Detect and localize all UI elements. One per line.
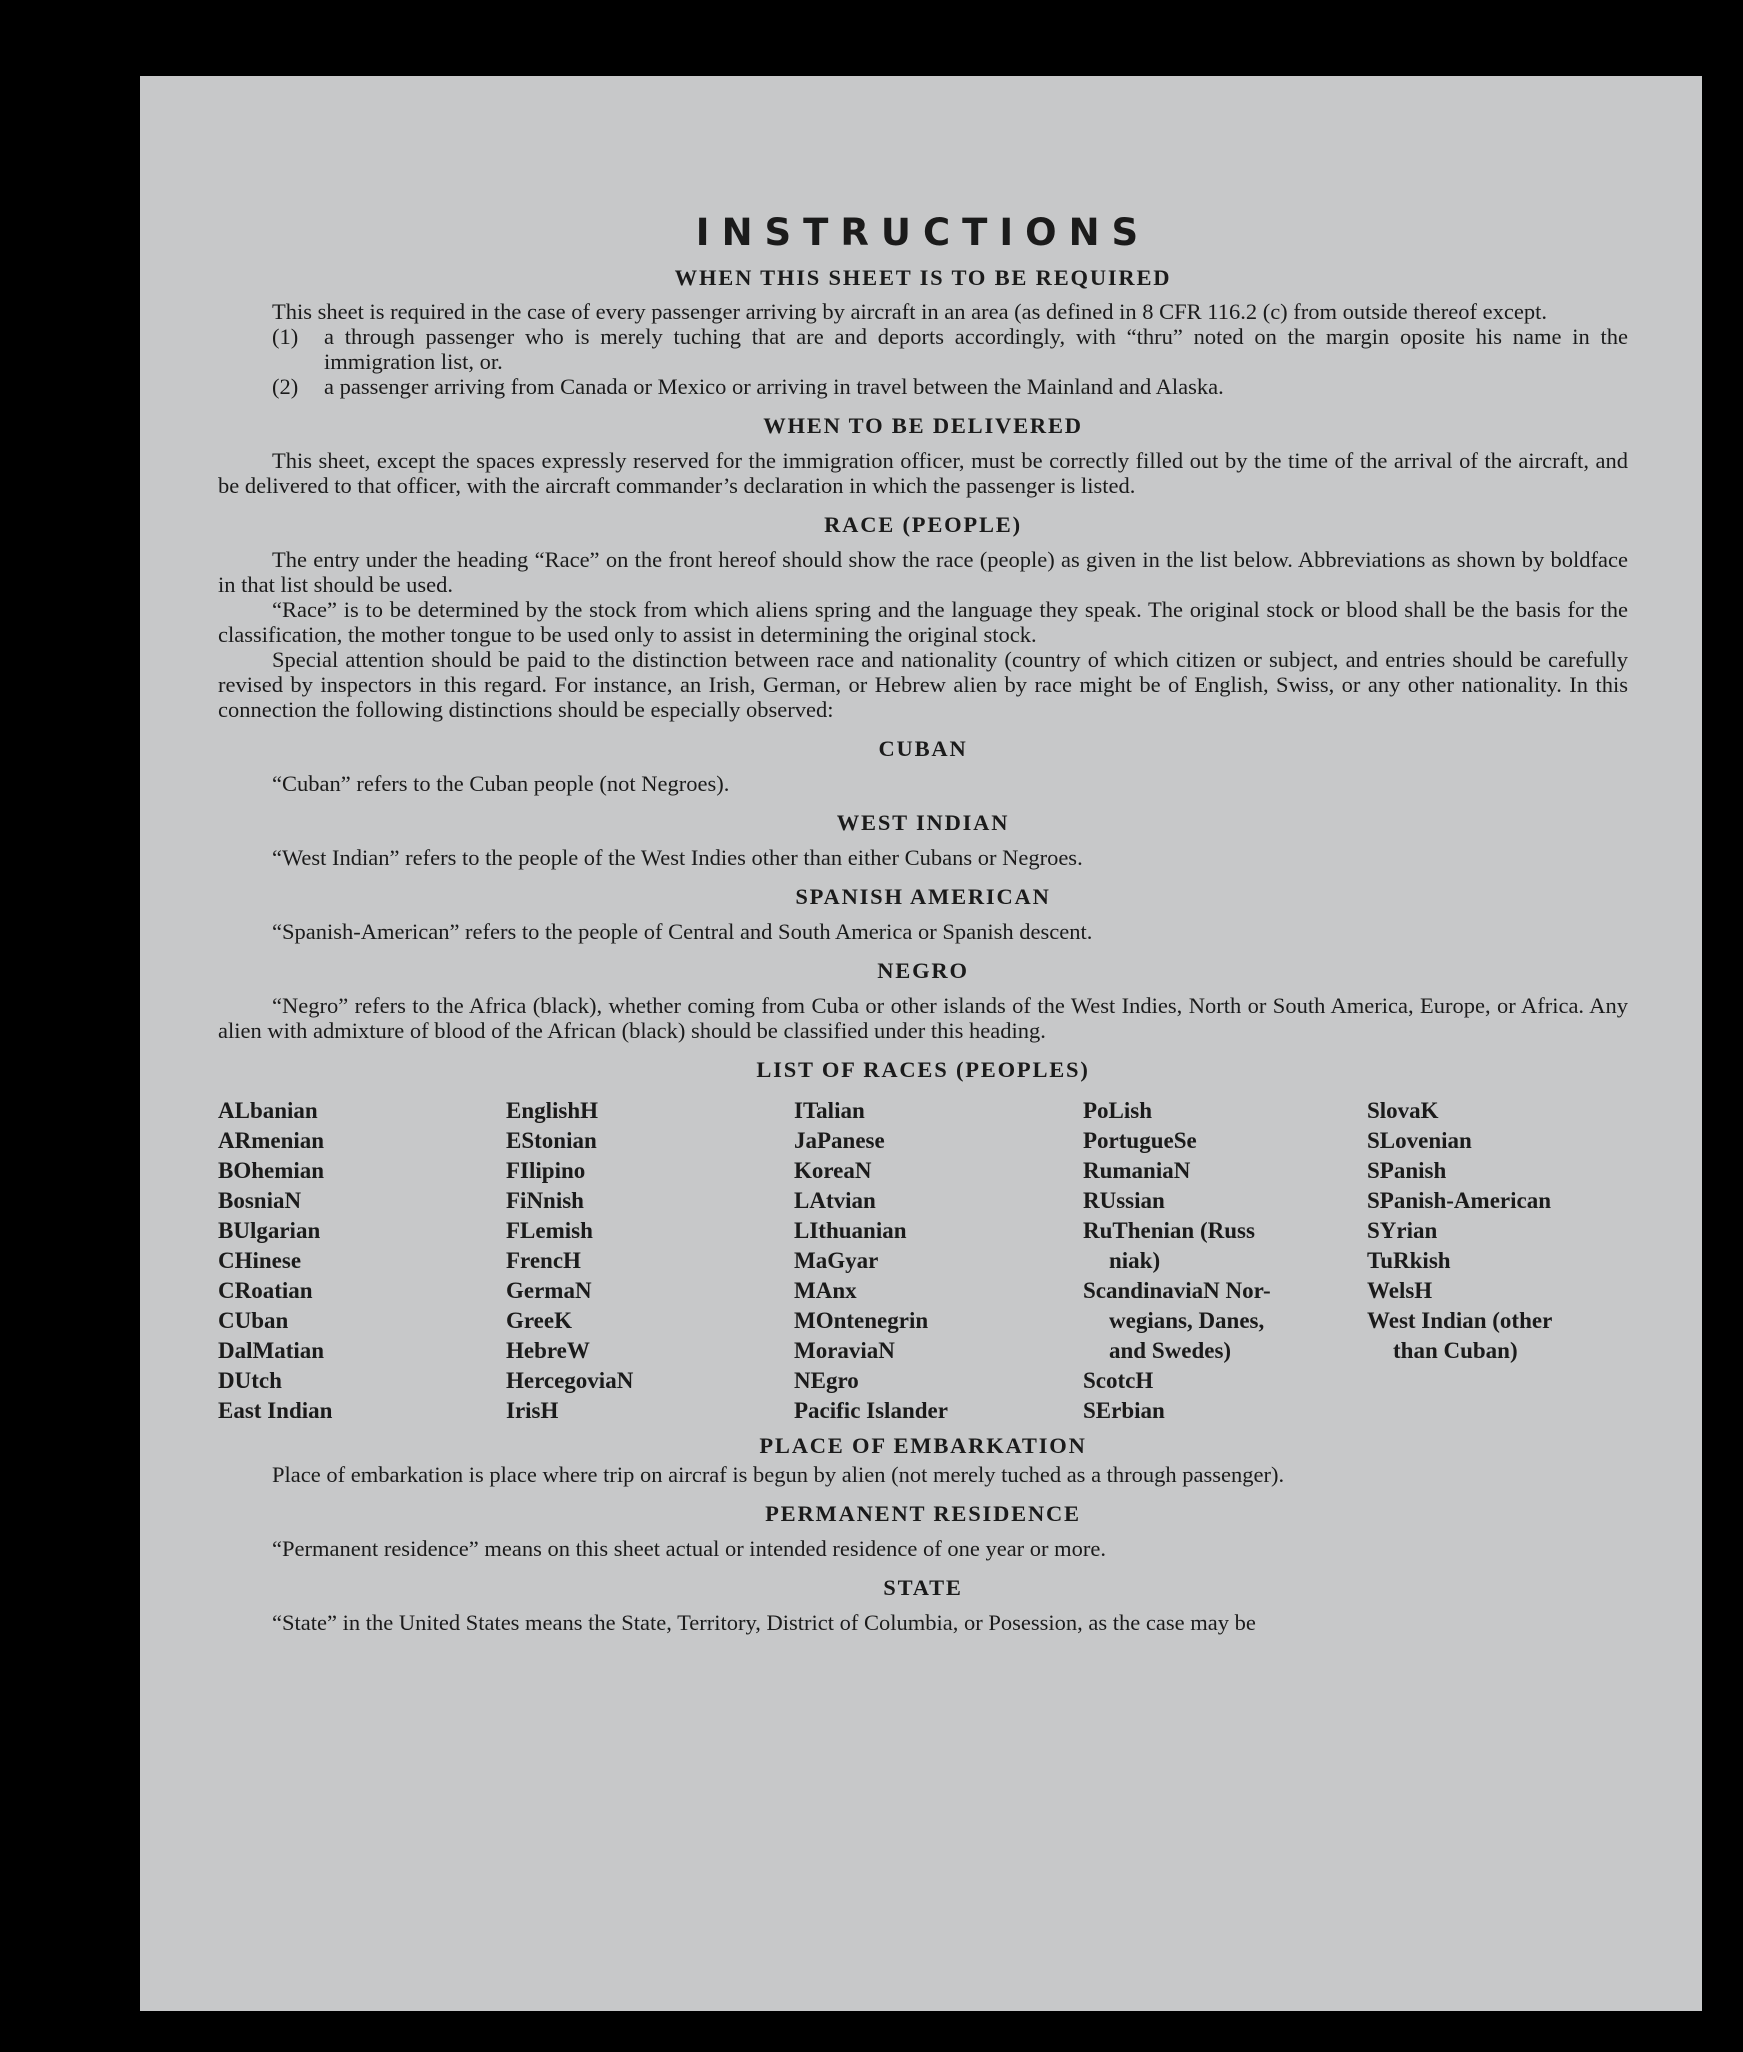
- race-entry: WelsH: [1367, 1278, 1433, 1303]
- race-entry: EStonian: [506, 1128, 597, 1153]
- race-entry: CHinese: [218, 1248, 302, 1273]
- list-item: [218, 374, 1628, 399]
- section-heading: NEGRO: [877, 958, 969, 983]
- race-entry: FrencH: [506, 1248, 581, 1273]
- race-entry: MOntenegrin: [794, 1308, 929, 1333]
- race-entry: ITalian: [794, 1098, 865, 1123]
- race-entry: SLovenian: [1367, 1128, 1472, 1153]
- race-entry: FIlipino: [506, 1158, 586, 1183]
- race-entry: FLemish: [506, 1218, 593, 1243]
- race-entry: ALbanian: [218, 1098, 318, 1123]
- race-entry: TuRkish: [1367, 1248, 1451, 1273]
- section-heading: WEST INDIAN: [836, 810, 1010, 835]
- item-text: a through passenger who is merely tuching that are and deports accordingly, with “thru” noted on the margin oposite his name in the immigration list, or.: [324, 324, 1628, 374]
- race-entry: GreeK: [506, 1308, 572, 1333]
- race-entry-continuation: wegians, Danes,: [1109, 1308, 1265, 1333]
- race-entry: IrisH: [506, 1398, 559, 1423]
- section-embarkation: [218, 1430, 1628, 1487]
- race-entry: West Indian (other: [1367, 1308, 1553, 1333]
- race-entry: RumaniaN: [1083, 1158, 1191, 1183]
- races-column: [506, 1096, 794, 1426]
- race-entry: Pacific Islander: [794, 1398, 948, 1423]
- race-entry: PoLish: [1083, 1098, 1153, 1123]
- item-number: (1): [272, 324, 299, 349]
- paragraph: “Spanish-American” refers to the people of Central and South America or Spanish descent.: [272, 919, 1093, 944]
- race-entry: LIthuanian: [794, 1218, 907, 1243]
- race-entry: SPanish-American: [1367, 1188, 1551, 1213]
- section-spanish-american: [218, 881, 1628, 944]
- list-item: [218, 324, 1628, 374]
- race-entry: East Indian: [218, 1398, 333, 1423]
- item-number: (2): [272, 374, 299, 399]
- section-permanent-residence: [218, 1498, 1628, 1561]
- paragraph: Special attention should be paid to the distinction between race and nationality (country of which citizen or subject, and entries should be carefully revised by inspectors in this regard. For instance, an Irish, German, or Hebrew alien by race might be of English, Swiss, or any other nationality. In this connection the following distinctions should be especially observed:: [218, 647, 1628, 722]
- race-entry: HebreW: [506, 1338, 590, 1363]
- race-entry: ScandinaviaN Nor-: [1083, 1278, 1271, 1303]
- race-entry: KoreaN: [794, 1158, 872, 1183]
- paragraph: “Cuban” refers to the Cuban people (not Negroes).: [272, 771, 730, 796]
- races-column: [218, 1096, 506, 1426]
- paragraph: This sheet, except the spaces expressly reserved for the immigration officer, must be correctly filled out by the time of the arrival of the aircraft, and be delivered to that officer, with the aircraft commander’s declaration in which the passenger is listed.: [218, 448, 1628, 498]
- section-heading: WHEN TO BE DELIVERED: [763, 413, 1083, 438]
- race-entry: GermaN: [506, 1278, 592, 1303]
- race-entry: MAnx: [794, 1278, 857, 1303]
- paragraph: The entry under the heading “Race” on the front hereof should show the race (people) as given in the list below. Abbreviations as shown by boldface in that list should be used.: [218, 547, 1628, 597]
- race-entry: RuThenian (Russ: [1083, 1218, 1255, 1243]
- section-heading: CUBAN: [878, 736, 968, 761]
- paragraph: This sheet is required in the case of every passenger arriving by aircraft in an area (as defined in 8 CFR 116.2 (c) from outside thereof except.: [272, 299, 1547, 324]
- section-cuban: [218, 733, 1628, 796]
- page-title: INSTRUCTIONS: [695, 211, 1151, 254]
- race-entry: MoraviaN: [794, 1338, 895, 1363]
- paragraph: “Race” is to be determined by the stock from which aliens spring and the language they speak. The original stock or blood shall be the basis for the classification, the mother tongue to be used only to assist in determining the original stock.: [218, 597, 1628, 647]
- section-heading: PLACE OF EMBARKATION: [759, 1433, 1087, 1458]
- section-list-of-races: [218, 1054, 1628, 1426]
- instructions-content: [218, 210, 1628, 1635]
- race-entry: BosniaN: [218, 1188, 302, 1213]
- race-entry-continuation: niak): [1109, 1248, 1161, 1273]
- section-state: [218, 1572, 1628, 1635]
- item-text: a passenger arriving from Canada or Mexico or arriving in travel between the Mainland and Alaska.: [324, 374, 1224, 399]
- race-entry: ARmenian: [218, 1128, 325, 1153]
- race-entry: SErbian: [1083, 1398, 1165, 1423]
- section-west-indian: [218, 807, 1628, 870]
- race-entry: CUban: [218, 1308, 289, 1333]
- race-entry: NEgro: [794, 1368, 859, 1393]
- paragraph: “Permanent residence” means on this sheet actual or intended residence of one year or more.: [272, 1536, 1107, 1561]
- paragraph: Place of embarkation is place where trip on aircraf is begun by alien (not merely tuched as a through passenger).: [272, 1462, 1285, 1487]
- section-delivered: [218, 410, 1628, 498]
- section-heading: STATE: [883, 1575, 963, 1600]
- race-entry: FiNnish: [506, 1188, 584, 1213]
- section-race: [218, 509, 1628, 722]
- section-required: [218, 262, 1628, 399]
- section-heading: RACE (PEOPLE): [824, 512, 1022, 537]
- race-entry: DalMatian: [218, 1338, 325, 1363]
- races-column: [1083, 1096, 1367, 1426]
- races-column: [794, 1096, 1083, 1426]
- race-entry: DUtch: [218, 1368, 282, 1393]
- section-heading: SPANISH AMERICAN: [795, 884, 1051, 909]
- race-entry: PortugueSe: [1083, 1128, 1197, 1153]
- section-heading: LIST OF RACES (PEOPLES): [756, 1057, 1090, 1082]
- races-column: [1367, 1096, 1627, 1426]
- race-entry-continuation: and Swedes): [1109, 1338, 1232, 1363]
- paragraph: “State” in the United States means the State, Territory, District of Columbia, or Posession, as the case may be: [272, 1610, 1256, 1635]
- document-page: [140, 76, 1702, 2011]
- race-entry: ScotcH: [1083, 1368, 1154, 1393]
- race-entry: CRoatian: [218, 1278, 313, 1303]
- paragraph: “Negro” refers to the Africa (black), whether coming from Cuba or other islands of the West Indies, North or South America, Europe, or Africa. Any alien with admixture of blood of the African (black) should be classified under this heading.: [218, 993, 1628, 1043]
- section-negro: [218, 955, 1628, 1043]
- race-entry: MaGyar: [794, 1248, 879, 1273]
- paragraph: “West Indian” refers to the people of the West Indies other than either Cubans or Negroes.: [272, 845, 1083, 870]
- section-heading: PERMANENT RESIDENCE: [765, 1501, 1081, 1526]
- race-entry: SYrian: [1367, 1218, 1438, 1243]
- section-heading: WHEN THIS SHEET IS TO BE REQUIRED: [674, 265, 1172, 290]
- race-entry: BOhemian: [218, 1158, 325, 1183]
- race-entry: BUlgarian: [218, 1218, 321, 1243]
- race-entry: HercegoviaN: [506, 1368, 634, 1393]
- race-entry: SPanish: [1367, 1158, 1447, 1183]
- race-entry-continuation: than Cuban): [1393, 1338, 1518, 1363]
- race-entry: SlovaK: [1367, 1098, 1439, 1123]
- race-entry: LAtvian: [794, 1188, 876, 1213]
- races-list: [218, 1096, 1628, 1426]
- race-entry: JaPanese: [794, 1128, 885, 1153]
- race-entry: EnglishH: [506, 1098, 599, 1123]
- race-entry: RUssian: [1083, 1188, 1165, 1213]
